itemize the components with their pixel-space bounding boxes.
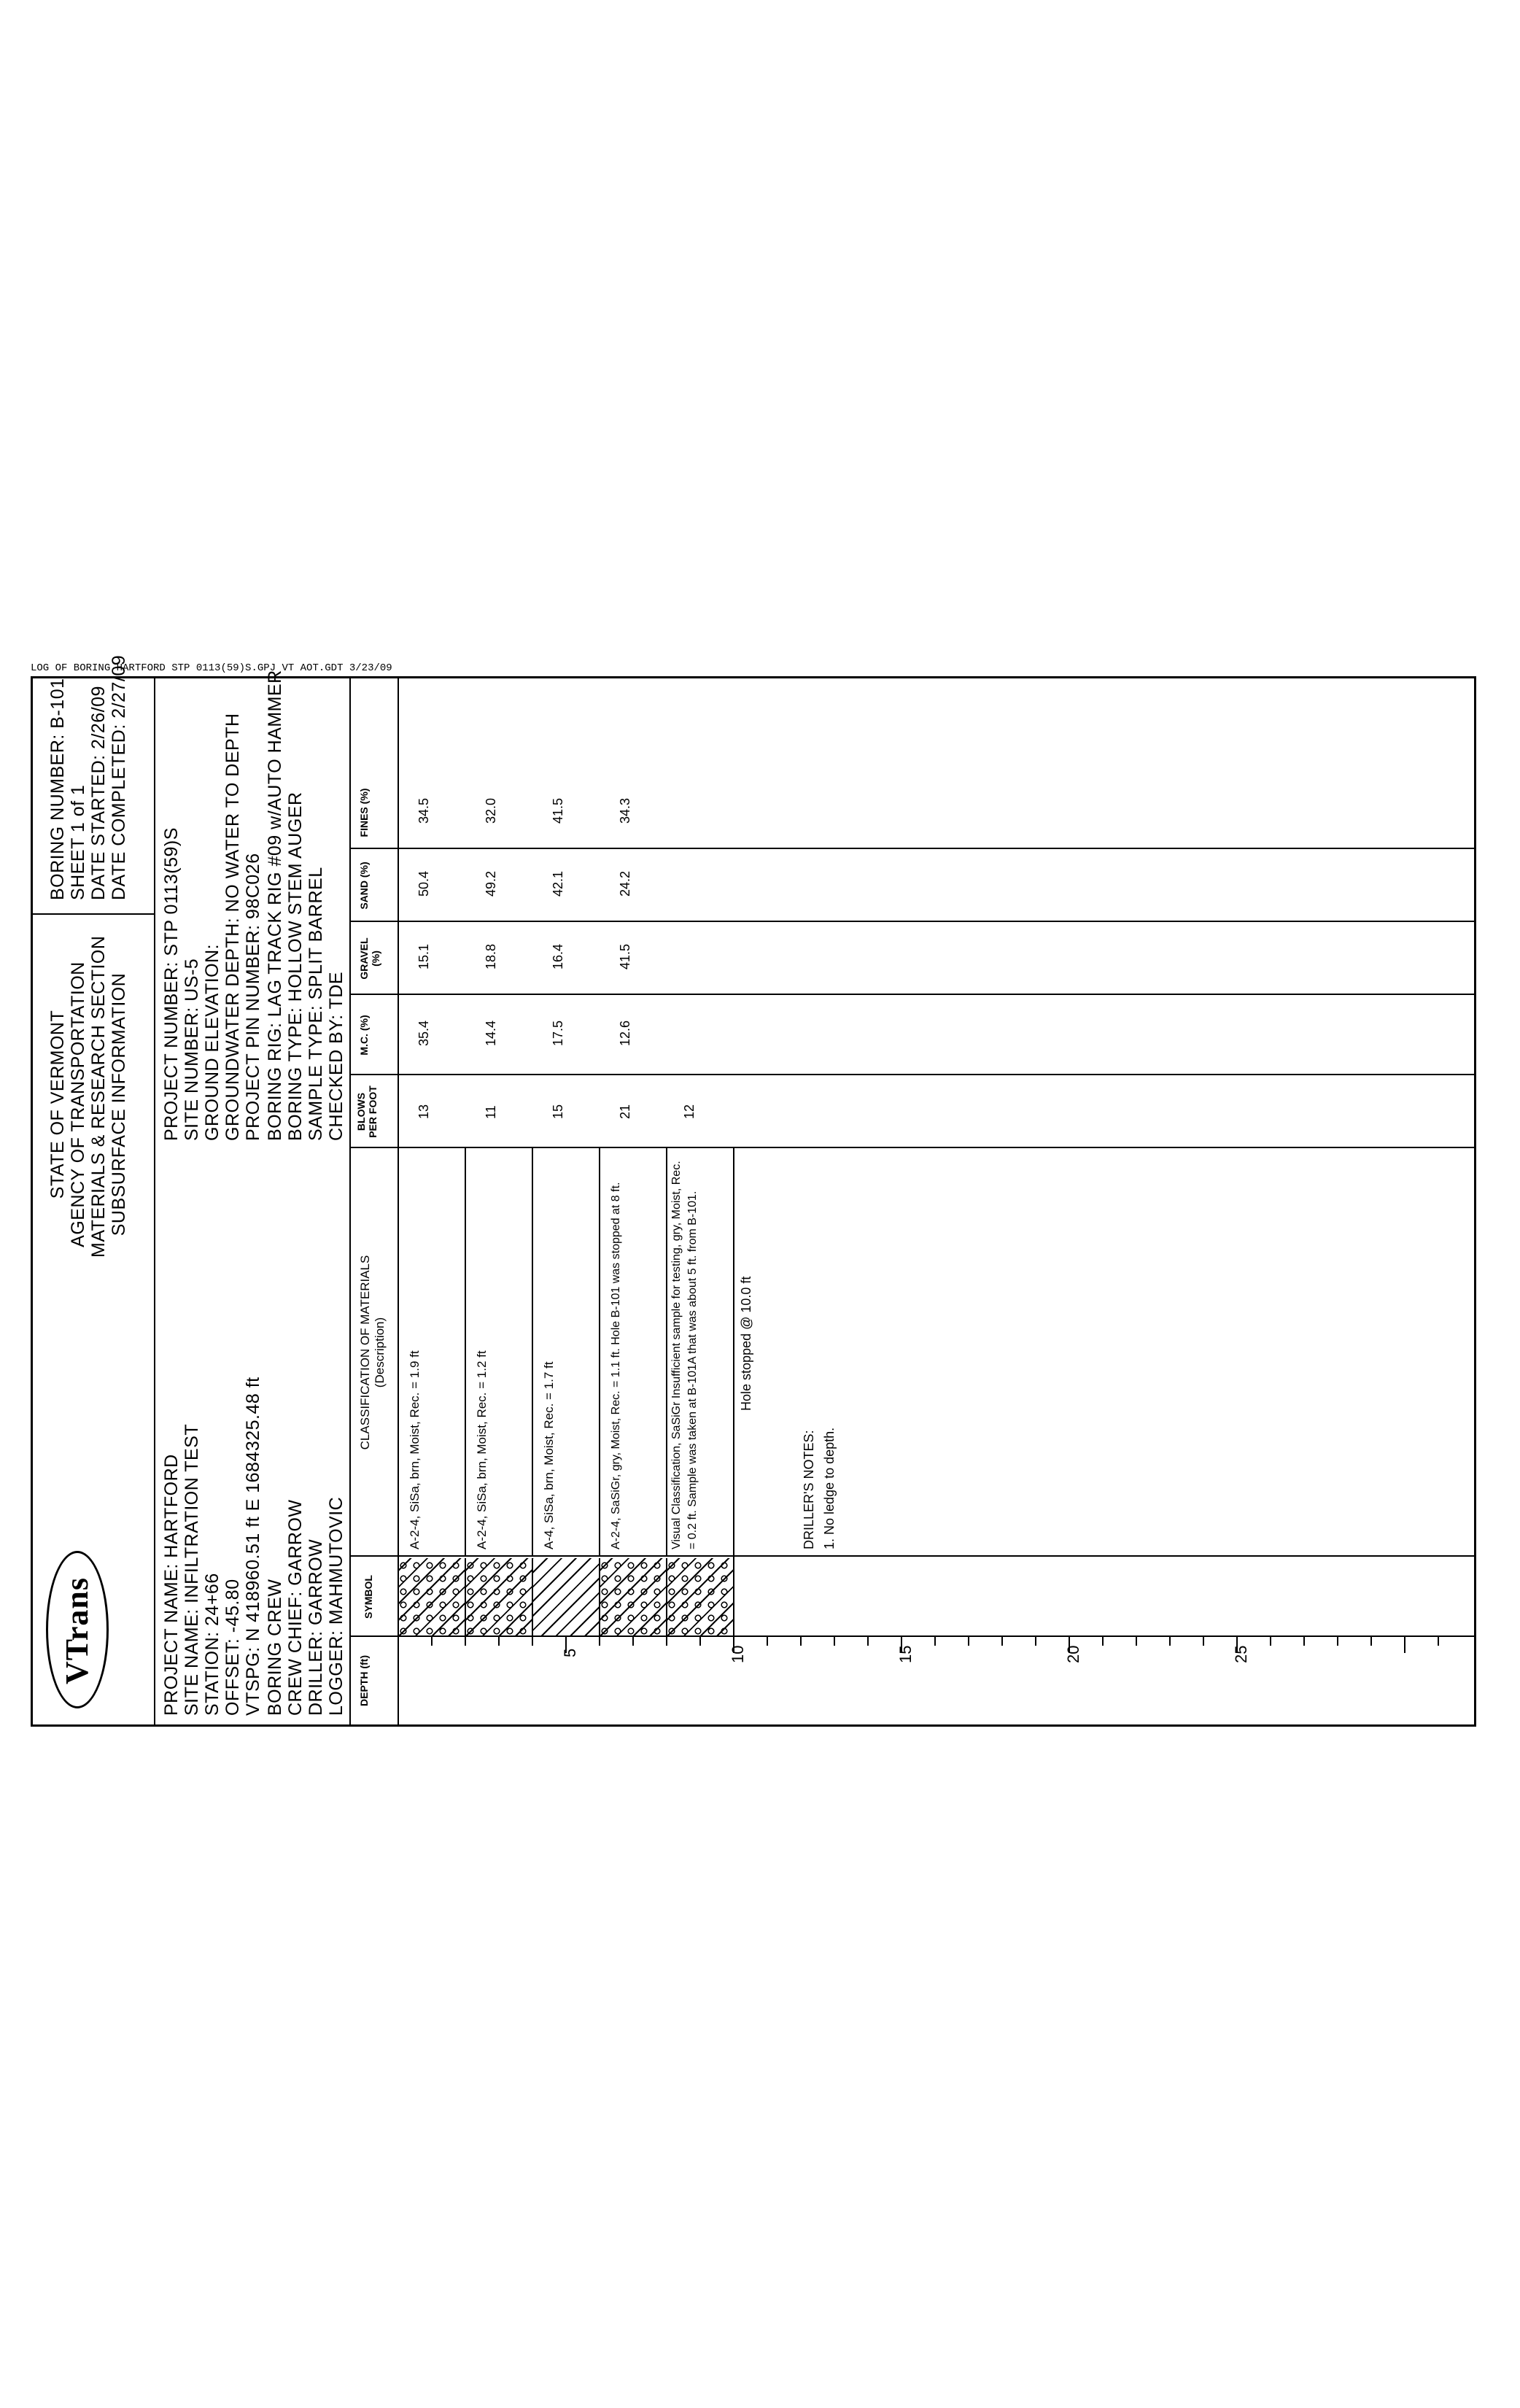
depth-tick-mark — [934, 1637, 936, 1646]
agency-line-2: AGENCY OF TRANSPORTATION — [68, 961, 88, 1247]
layer-3-mc: 17.5 — [551, 1020, 565, 1046]
depth-tick-mark — [1203, 1637, 1204, 1646]
header-rule-2 — [349, 678, 351, 1724]
classification-label: CLASSIFICATION OF MATERIALS — [358, 1255, 372, 1450]
layer-1-blows: 13 — [416, 1104, 431, 1119]
layer-2-mc: 14.4 — [484, 1020, 498, 1046]
station: STATION: 24+66 — [202, 1573, 222, 1716]
col-div-gravel — [349, 921, 1476, 922]
layer-4-desc: A-2-4, SaSiGr, gry, Moist, Rec. = 1.1 ft. Hole B-101 was stopped at 8 ft. — [610, 1182, 622, 1549]
col-div-blows — [349, 1074, 1476, 1075]
depth-tick-mark — [1370, 1637, 1372, 1646]
driller: DRILLER: GARROW — [306, 1538, 326, 1716]
layer-2-gravel: 18.8 — [484, 943, 498, 969]
boring-rig: BORING RIG: LAG TRACK RIG #09 w/AUTO HAMMER — [265, 670, 285, 1141]
sheet-number: SHEET 1 of 1 — [68, 784, 88, 900]
depth-tick-mark — [431, 1637, 433, 1646]
rig-info — [265, 670, 346, 1141]
logger: LOGGER: MAHMUTOVIC — [326, 1496, 346, 1716]
layer-5-blows: 12 — [682, 1104, 697, 1119]
symbol-layer-3 — [533, 1558, 600, 1635]
depth-tick-mark — [1404, 1637, 1405, 1653]
depth-tick-25: 25 — [1232, 1645, 1250, 1663]
layer-3-gravel: 16.4 — [551, 943, 565, 969]
bottom-rule-symbol — [733, 1557, 734, 1637]
layer-rule-4 — [666, 1148, 667, 1557]
layer-2-desc: A-2-4, SiSa, brn, Moist, Rec. = 1.2 ft — [475, 1350, 489, 1549]
vtrans-logo-text: VTrans — [59, 1577, 95, 1684]
depth-tick-mark — [1001, 1637, 1003, 1646]
depth-tick-mark — [498, 1637, 500, 1646]
layer-1-gravel: 15.1 — [416, 943, 431, 969]
col-div-class — [349, 1147, 1476, 1148]
depth-tick-mark — [565, 1637, 567, 1653]
col-div-depth — [349, 1635, 1476, 1637]
symbol-layer-4 — [600, 1558, 667, 1635]
groundwater-depth: GROUNDWATER DEPTH: NO WATER TO DEPTH — [222, 713, 243, 1141]
col-head-symbol: SYMBOL — [362, 1575, 374, 1619]
boring-info — [47, 655, 129, 900]
layer-rule-1 — [465, 1148, 466, 1557]
depth-tick-mark — [834, 1637, 835, 1646]
col-div-sand — [349, 848, 1476, 849]
layer-3-fines: 41.5 — [551, 797, 565, 824]
depth-tick-15: 15 — [896, 1645, 915, 1663]
layer-1-mc: 35.4 — [416, 1020, 431, 1046]
layer-5-desc: Visual Classification, SaSiGr Insufficient sample for testing, gry, Moist, Rec. = 0.2 ft. Sample was taken at B-101A that was about 5 ft. from B-101. — [670, 1161, 699, 1549]
depth-tick-mark — [1303, 1637, 1305, 1646]
vtspg-coordinates: VTSPG: N 418960.51 ft E 1684325.48 ft — [243, 1377, 263, 1716]
agency-line-1: STATE OF VERMONT — [47, 1010, 68, 1199]
project-number: PROJECT NUMBER: STP 0113(59)S — [161, 827, 182, 1141]
col-head-mc: M.C. (%) — [358, 1015, 370, 1056]
boring-type: BORING TYPE: HOLLOW STEM AUGER — [285, 791, 306, 1141]
agency-line-4: SUBSURFACE INFORMATION — [109, 972, 129, 1236]
depth-tick-mark — [1337, 1637, 1338, 1646]
col-head-classification — [358, 1155, 387, 1549]
layer-4-blows: 21 — [618, 1104, 632, 1119]
symbol-layer-2 — [466, 1558, 533, 1635]
checked-by: CHECKED BY: TDE — [326, 971, 346, 1141]
depth-tick-mark — [1236, 1637, 1238, 1653]
header-rule-1 — [154, 678, 155, 1724]
depth-tick-mark — [968, 1637, 969, 1646]
layer-2-sand: 49.2 — [484, 870, 498, 897]
depth-tick-mark — [1136, 1637, 1137, 1646]
drillers-notes — [799, 1428, 840, 1549]
depth-tick-10: 10 — [729, 1645, 747, 1663]
depth-tick-mark — [1035, 1637, 1036, 1646]
date-started: DATE STARTED: 2/26/09 — [88, 686, 109, 900]
symbol-layer-5 — [667, 1558, 733, 1635]
date-completed: DATE COMPLETED: 2/27/09 — [109, 654, 129, 900]
hole-stopped: Hole stopped @ 10.0 ft — [739, 1276, 753, 1411]
layer-3-desc: A-4, SiSa, brn, Moist, Rec. = 1.7 ft — [542, 1361, 556, 1549]
layer-1-desc: A-2-4, SiSa, brn, Moist, Rec. = 1.9 ft — [408, 1350, 422, 1549]
col-head-gravel: GRAVEL (%) — [358, 937, 381, 980]
depth-tick-mark — [599, 1637, 600, 1646]
layer-4-sand: 24.2 — [618, 870, 632, 897]
depth-tick-mark — [733, 1637, 734, 1653]
header-divider-right — [33, 913, 155, 915]
col-head-sand: SAND (%) — [358, 862, 370, 910]
depth-tick-mark — [867, 1637, 869, 1646]
layer-4-mc: 12.6 — [618, 1020, 632, 1046]
agency-title — [47, 935, 129, 1258]
col-head-fines: FINES (%) — [358, 788, 370, 837]
vtrans-logo — [46, 1551, 109, 1708]
col-head-blows: BLOWS PER FOOT — [355, 1085, 379, 1138]
col-div-symbol — [349, 1555, 1476, 1557]
depth-tick-mark — [1438, 1637, 1439, 1646]
depth-tick-mark — [901, 1637, 902, 1653]
layer-4-fines: 34.3 — [618, 797, 632, 824]
layer-2-blows: 11 — [484, 1105, 498, 1119]
crew-info — [265, 1497, 346, 1716]
layer-3-sand: 42.1 — [551, 870, 565, 897]
depth-tick-mark — [1069, 1637, 1070, 1653]
depth-tick-mark — [632, 1637, 634, 1646]
layer-rule-2 — [532, 1148, 533, 1557]
col-div-mc — [349, 994, 1476, 995]
layer-1-sand: 50.4 — [416, 870, 431, 897]
depth-tick-mark — [1270, 1637, 1271, 1646]
depth-tick-mark — [532, 1637, 533, 1646]
depth-tick-mark — [465, 1637, 466, 1646]
project-right-info — [161, 713, 263, 1141]
description-label: (Description) — [373, 1317, 387, 1388]
layer-2-fines: 32.0 — [484, 797, 498, 824]
col-head-depth: DEPTH (ft) — [358, 1655, 370, 1706]
depth-tick-mark — [1169, 1637, 1171, 1646]
crew-chief: CREW CHIEF: GARROW — [285, 1499, 306, 1716]
crew-title: BORING CREW — [265, 1579, 285, 1716]
depth-tick-20: 20 — [1064, 1645, 1082, 1663]
layer-rule-5 — [733, 1148, 734, 1557]
site-number: SITE NUMBER: US-5 — [182, 958, 202, 1141]
drillers-note-1: 1. No ledge to depth. — [822, 1427, 837, 1549]
boring-number: BORING NUMBER: B-101 — [47, 678, 68, 900]
layer-3-blows: 15 — [551, 1104, 565, 1119]
symbol-layer-1 — [399, 1558, 466, 1635]
project-pin: PROJECT PIN NUMBER: 98C026 — [243, 853, 263, 1141]
ground-elevation: GROUND ELEVATION: — [202, 943, 222, 1141]
depth-tick-mark — [699, 1637, 701, 1646]
layer-4-gravel: 41.5 — [618, 943, 632, 969]
project-left-info — [161, 1377, 263, 1716]
sample-type: SAMPLE TYPE: SPLIT BARREL — [306, 867, 326, 1141]
depth-tick-mark — [800, 1637, 802, 1646]
layer-rule-3 — [599, 1148, 600, 1557]
depth-tick-mark — [767, 1637, 768, 1646]
depth-tick-5: 5 — [561, 1648, 579, 1657]
depth-tick-mark — [1102, 1637, 1104, 1646]
agency-line-3: MATERIALS & RESEARCH SECTION — [88, 935, 109, 1258]
site-name: SITE NAME: INFILTRATION TEST — [182, 1423, 202, 1716]
layer-1-fines: 34.5 — [416, 797, 431, 824]
footer-file-info: LOG OF BORING HARTFORD STP 0113(59)S.GPJ VT AOT.GDT 3/23/09 — [31, 662, 392, 674]
project-name: PROJECT NAME: HARTFORD — [161, 1454, 182, 1716]
depth-tick-mark — [666, 1637, 667, 1646]
drillers-notes-title: DRILLER'S NOTES: — [802, 1430, 816, 1549]
offset: OFFSET: -45.80 — [222, 1579, 243, 1716]
